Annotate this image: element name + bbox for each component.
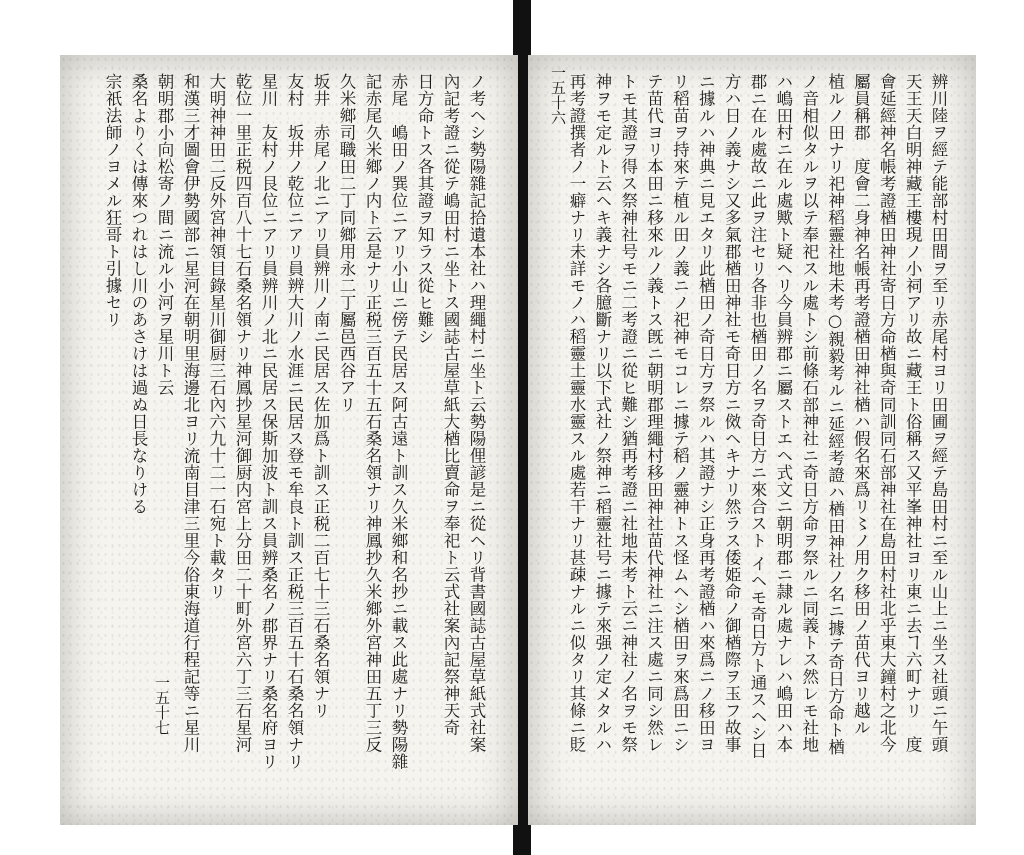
text-column: 乾位一里正税四百八十七石桑名領ナリ神鳳抄星河御厨内宮上分田二十町外宮六丁三石星河 (233, 73, 252, 753)
text-column: 久米鄉司職田二丁同鄉用永二丁屬邑西谷アリ (337, 73, 356, 413)
text-column: 方ハ日ノ義ナシ又多氣郡楢田神社モ奇日方ニ傚ヘキナリ然ラス倭姫命ノ御楢際ヲ玉フ故事 (722, 73, 742, 753)
left-page (60, 55, 518, 825)
text-column: リ稻苗ヲ持來テ植ル田ノ義ニノ祀神モコレニ據テ稻ノ靈神トス怪ムヘシ楢田ヲ來爲田ニシ (670, 73, 690, 753)
text-column: 宗祇法師ノヨメル狂哥ト引據セリ (103, 73, 122, 328)
text-column: 會延經神名帳考證楢田神社寄日方命楢與奇同訓同石部神社在島田村社北乎東大鐘村之北今 (877, 73, 897, 753)
text-column: テ苗代ヨリ本田ニ移來ルノ義トス旣ニ朝明郡理繩村移田神社苗代神社ニ注ス處ニ同シ然レ (644, 73, 664, 753)
text-column: ノ考ヘシ勢陽雜記拾遺本社ハ理繩村ニ坐ト云勢陽俚諺是ニ從ヘリ背書國誌古屋草紙式社案 (467, 73, 486, 753)
text-column: 再考證撰者ノ一癖ナリ未詳モノハ稻靈土靈水靈スル處若干ナリ甚疎ナルニ似タリ其條ニ貶 (566, 73, 586, 753)
text-column: 大明神神田二反外宮神領目錄星川御厨三石內六九十二一石宛ト載タリ (207, 73, 226, 600)
text-column: 郡ニ在ル處故ニ此ヲ注セリ各非也楢田ノ名ヲ奇日方ニ來合スト イヘモ奇日方ト通スヘシ日 (747, 73, 767, 759)
text-column: 植ルノ田ナリ祀神稻靈社地未考○親毅考ルニ延經考證ハ楢田神社ノ名ニ據テ奇日方命ト楢 (825, 73, 845, 756)
text-column: 天王天白明神藏王樓現ノ小祠アリ故ニ藏王ト俗稱ス又平峯神社ヨリ東ニ去ヿ六町ナリ 度 (903, 73, 923, 753)
right-page (528, 55, 976, 825)
text-column: ニ據ルハ神典ニ見エタリ此楢田ノ奇日方ヲ祭ルハ其證ナシ正身再考證楢ハ來爲ニノ移田ヨ (696, 73, 716, 753)
text-column: 坂井 赤尾ノ北ニアリ員辨川ノ南ニ民居ス佐加爲ト訓ス正税二百七十三石桑名領ナリ (311, 73, 330, 719)
text-column: 辨川陸ヲ經テ能部村田間ヲ至リ赤尾村ヨリ田圃ヲ經テ島田村ニ至ル山上ニ坐ス社頭ニ午頭 (929, 73, 948, 753)
text-column: 神ヲモ定ルト云ヘキ義ナシ各臆斷ナリ以下式社ノ祭神ニ稻靈社号ニ據テ來强ノ定メタルハ (592, 73, 612, 753)
text-column: ハ嶋田村ニ在ル處歟ト疑ヘリ今員辨郡ニ屬ストエヘ式文ニ朝明郡ニ隷ル處ナレハ嶋田ハ本 (773, 73, 793, 753)
text-column: ノ音相似タルヲ以テ奉祀スル處トシ前條石部神社ニ奇日方命ヲ祭ルニ同義トス然レモ社地 (799, 73, 819, 753)
left-page-text (90, 73, 484, 807)
text-column: 屬員稱郡 度會二身神名帳再考證楢田神社楢ハ假名來爲リ〻ノ用ク移田ノ苗代ヨリ越ル (851, 73, 871, 736)
text-column: 日方命トス各其證ヲ知ラス從ヒ難シ (415, 73, 434, 345)
text-column: トモ其證ヲ得ス祭神社号モニ二考證ニ從ヒ難シ猶再考證ニ社地未考ト云ニ神社ノ名ヲモ祭 (618, 73, 638, 753)
page-number: 一五十六 (549, 65, 567, 125)
text-column: 桑名よりくは傳來つれはし川のあさけは過ぬ日長なりける (129, 73, 148, 515)
text-column: 友村 坂井ノ乾位ニアリ員辨大川ノ水涯ニ民居ス登モ牟良ト訓ス正税三百五十石桑名領ナリ (285, 73, 304, 770)
text-column: 內記考證ニ從テ嶋田村ニ坐トス國誌古屋草紙大楢比賣命ヲ奉祀ト云式社案內記祭神天奇 (441, 73, 460, 736)
right-page-text (558, 73, 946, 807)
text-column: 記赤尾久米鄉ノ内ト云是ナリ正税三百五十五石桑名領ナリ神鳳抄久米鄉外宮神田五丁三反 (363, 73, 382, 753)
page-number: 一五十七 (153, 675, 171, 735)
text-column: 朝明郡小向松寄ノ間ニ流ル小河ヲ星川ト云 (155, 73, 174, 396)
text-column: 赤尾 嶋田ノ巽位ニアリ小山ニ傍テ民居ス阿古遠ト訓ス久米鄉和名抄ニ載ス此處ナリ勢陽雜 (389, 73, 408, 770)
text-column: 星川 友村ノ艮位ニアリ員辨川ノ北ニ民居ス保斯加波ト訓ス員辨桑名ノ郡界ナリ桑名府ヨリ (259, 73, 278, 770)
text-column: 和漢三才圖會伊勢國部ニ星河在朝明里海邊北ヨリ流南目津三里今俗東海道行程記等ニ星川 (181, 73, 200, 753)
